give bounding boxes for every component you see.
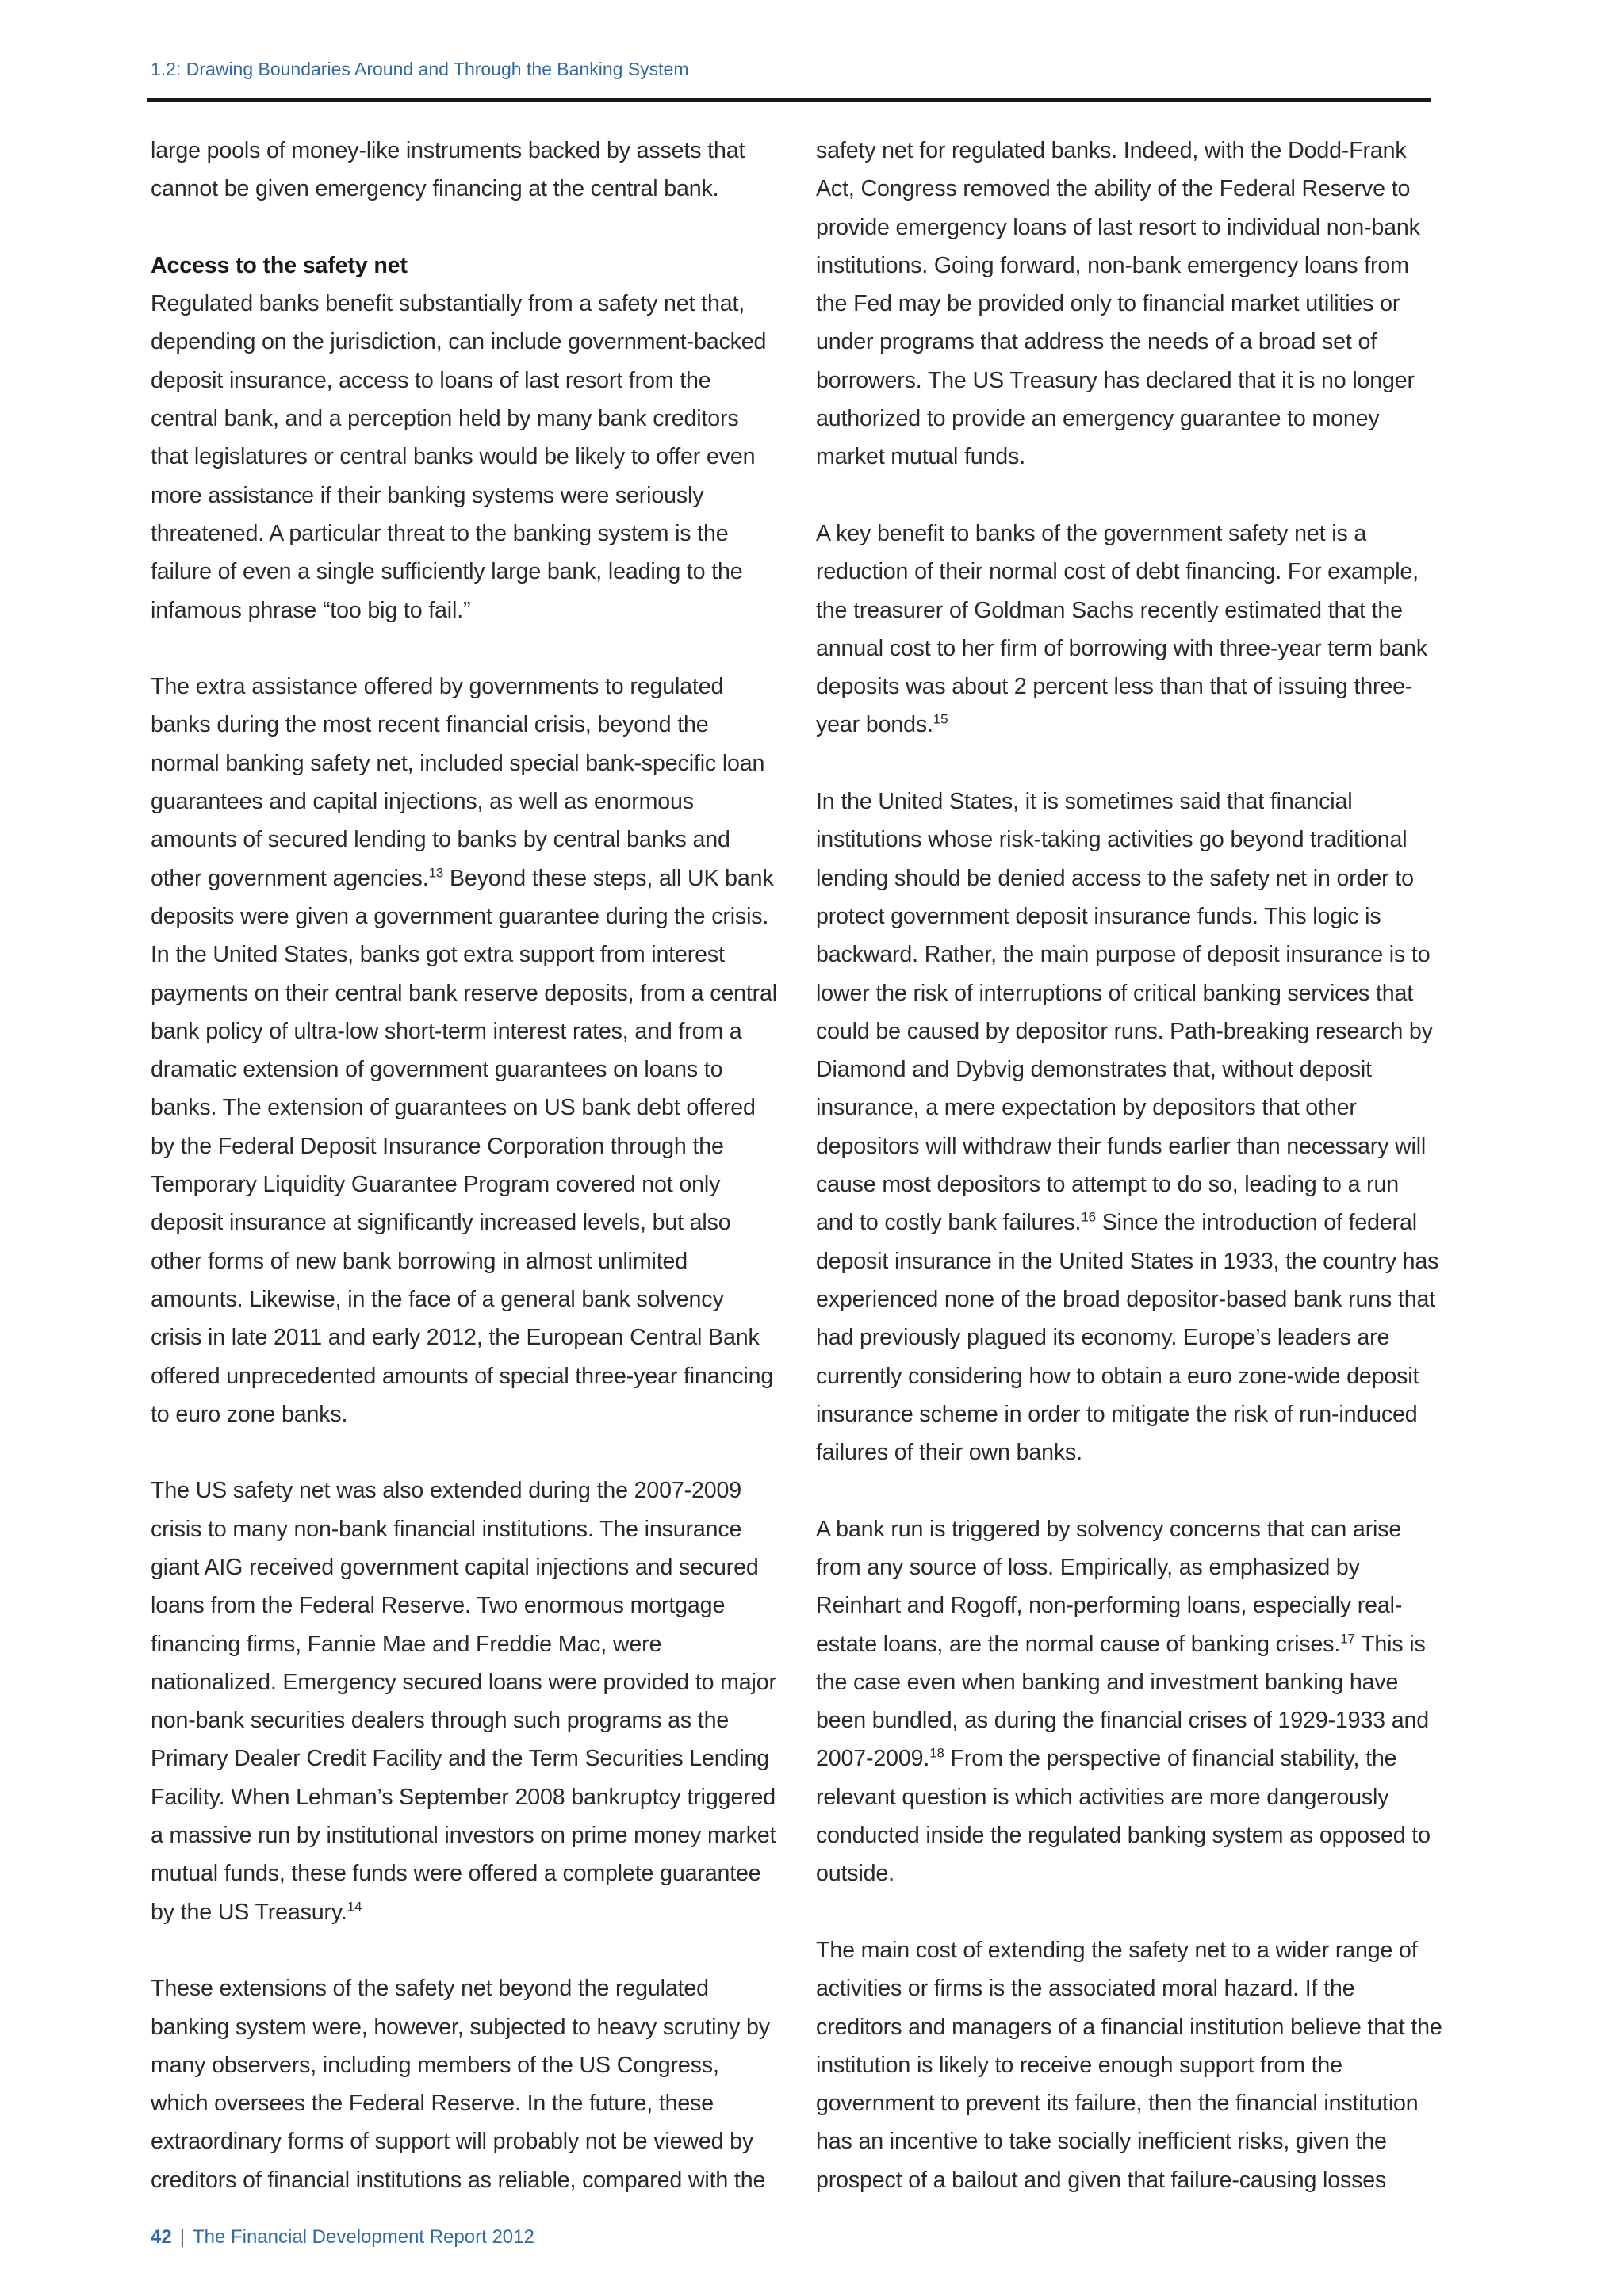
paragraph: safety net for regulated banks. Indeed, with the Dodd-Frank Act, Congress removed the ability of the Federal Reserve to provide emergency loans of last resort to individual non-bank institutions. Going forward, non-bank emergency loans from the Fed may be provided only to financial market utilities or under programs that address the needs of a broad set of borrowers. The US Treasury has declared that it is no longer authorized to provide an emergency guarantee to money market mutual funds. (816, 138, 1420, 470)
paragraph (816, 1510, 1442, 1893)
paragraph: Regulated banks benefit substantially from a safety net that, depending on the jurisdiction, can include government-backed deposit insurance, access to loans of last resort from the central bank, and a perception held by many bank creditors that legislatures or central banks would be likely to offer even more assistance if their banking systems were seriously threatened. A particular threat to the banking system is the failure of even a single sufficiently large bank, leading to the infamous phrase “too big to fail.” (151, 291, 767, 623)
paragraph-text: In the United States, it is sometimes said that financial institutions whose risk-taking activities go beyond traditional lending should be denied access to the safety net in order to protect government deposit insurance funds. This logic is backward. Rather, the main purpose of deposit insurance is to lower the risk of interruptions of critical banking services that could be caused by depositor runs. Path-breaking research by Diamond and Dybvig demonstrates that, without deposit insurance, a mere expectation by depositors that other depositors will withdraw their funds earlier than necessary will cause most depositors to attempt to do so, leading to a run and to costly bank failures. (816, 789, 1433, 1236)
footer-separator: | (179, 2226, 185, 2248)
section-heading: Access to the safety net (151, 252, 408, 278)
paragraph-text: This is the case even when banking and investment banking have been bundled, as during the financial crises of 1929-1933 and 2007-2009. (816, 1631, 1429, 1772)
paragraph-text: Since the introduction of federal deposit insurance in the United States in 1933, the country has experienced none of the broad depositor-based bank runs that had previously plagued its economy. Europe’s leaders are currently considering how to obtain a euro zone-wide deposit insurance scheme in order to mitigate the risk of run-induced failures of their own banks. (816, 1210, 1439, 1466)
footnote-ref: 13 (428, 865, 444, 881)
footnote-ref: 15 (933, 711, 948, 727)
paragraph-text: From the perspective of financial stability, the relevant question is which activities are more dangerously conducted inside the regulated banking system as opposed to outside. (816, 1746, 1431, 1887)
paragraph (151, 668, 777, 1433)
paragraph-text: A bank run is triggered by solvency concerns that can arise from any source of loss. Empirically, as emphasized by Reinhart and Rogoff, non-performing loans, especially real-estate loans, are the normal cause of banking crises. (816, 1516, 1403, 1657)
paragraph (816, 783, 1442, 1471)
footnote-ref: 16 (1081, 1209, 1096, 1225)
paragraph: The main cost of extending the safety net to a wider range of activities or firms is the associated moral hazard. If the creditors and managers of a financial institution believe that the institution is likely to receive enough support from the government to prevent its failure, then the financial institution has an incentive to take socially inefficient risks, given the prospect of a bailout and given that failure-causing losses (816, 1937, 1442, 2193)
running-header: 1.2: Drawing Boundaries Around and Through the Banking System (151, 59, 689, 79)
footnote-ref: 17 (1340, 1631, 1355, 1647)
paragraph-text: A key benefit to banks of the government safety net is a reduction of their normal cost of debt financing. For example, the treasurer of Goldman Sachs recently estimated that the annual cost to her firm of borrowing with three-year term bank deposits was about 2 percent less than that of issuing three-year bonds. (816, 520, 1428, 738)
page-footer (151, 2226, 534, 2248)
paragraph-text: The US safety net was also extended during the 2007-2009 crisis to many non-bank financial institutions. The insurance giant AIG received government capital injections and secured loans from the Federal Reserve. Two enormous mortgage financing firms, Fannie Mae and Freddie Mac, were nationalized. Emergency secured loans were provided to major non-bank securities dealers through such programs as the Primary Dealer Credit Facility and the Term Securities Lending Facility. When Lehman’s September 2008 bankruptcy triggered a massive run by institutional investors on prime money market mutual funds, these funds were offered a complete guarantee by the US Treasury. (151, 1478, 776, 1925)
paragraph-text: Beyond these steps, all UK bank deposits were given a government guarantee during the crisis. In the United States, banks got extra support from interest payments on their central bank reserve deposits, from a central bank policy of ultra-low short-term interest rates, and from a dramatic extension of government guarantees on loans to banks. The extension of guarantees on US bank debt offered by the Federal Deposit Insurance Corporation through the Temporary Liquidity Guarantee Program covered not only deposit insurance at significantly increased levels, but also other forms of new bank borrowing in almost unlimited amounts. Likewise, in the face of a general bank solvency crisis in late 2011 and early 2012, the European Central Bank offered unprecedented amounts of special three-year financing to euro zone banks. (151, 865, 777, 1427)
footnote-ref: 18 (929, 1745, 944, 1761)
right-column (816, 132, 1442, 2199)
footnote-ref: 14 (347, 1899, 362, 1915)
paragraph: large pools of money-like instruments backed by assets that cannot be given emergency financing at the central bank. (151, 138, 745, 202)
left-column (151, 132, 777, 2199)
paragraph: These extensions of the safety net beyond the regulated banking system were, however, subjected to heavy scrutiny by many observers, including members of the US Congress, which oversees the Federal Reserve. In the future, these extraordinary forms of support will probably not be viewed by creditors of financial institutions as reliable, compared with the (151, 1976, 770, 2193)
paragraph (816, 515, 1442, 744)
publication-title: The Financial Development Report 2012 (192, 2226, 534, 2248)
page-number: 42 (151, 2226, 172, 2248)
paragraph (151, 1471, 777, 1931)
paragraph-text: The extra assistance offered by governments to regulated banks during the most recent financial crisis, beyond the normal banking safety net, included special bank-specific loan guarantees and capital injections, as well as enormous amounts of secured lending to banks by central banks and other government agencies. (151, 674, 765, 891)
header-rule (147, 98, 1431, 102)
